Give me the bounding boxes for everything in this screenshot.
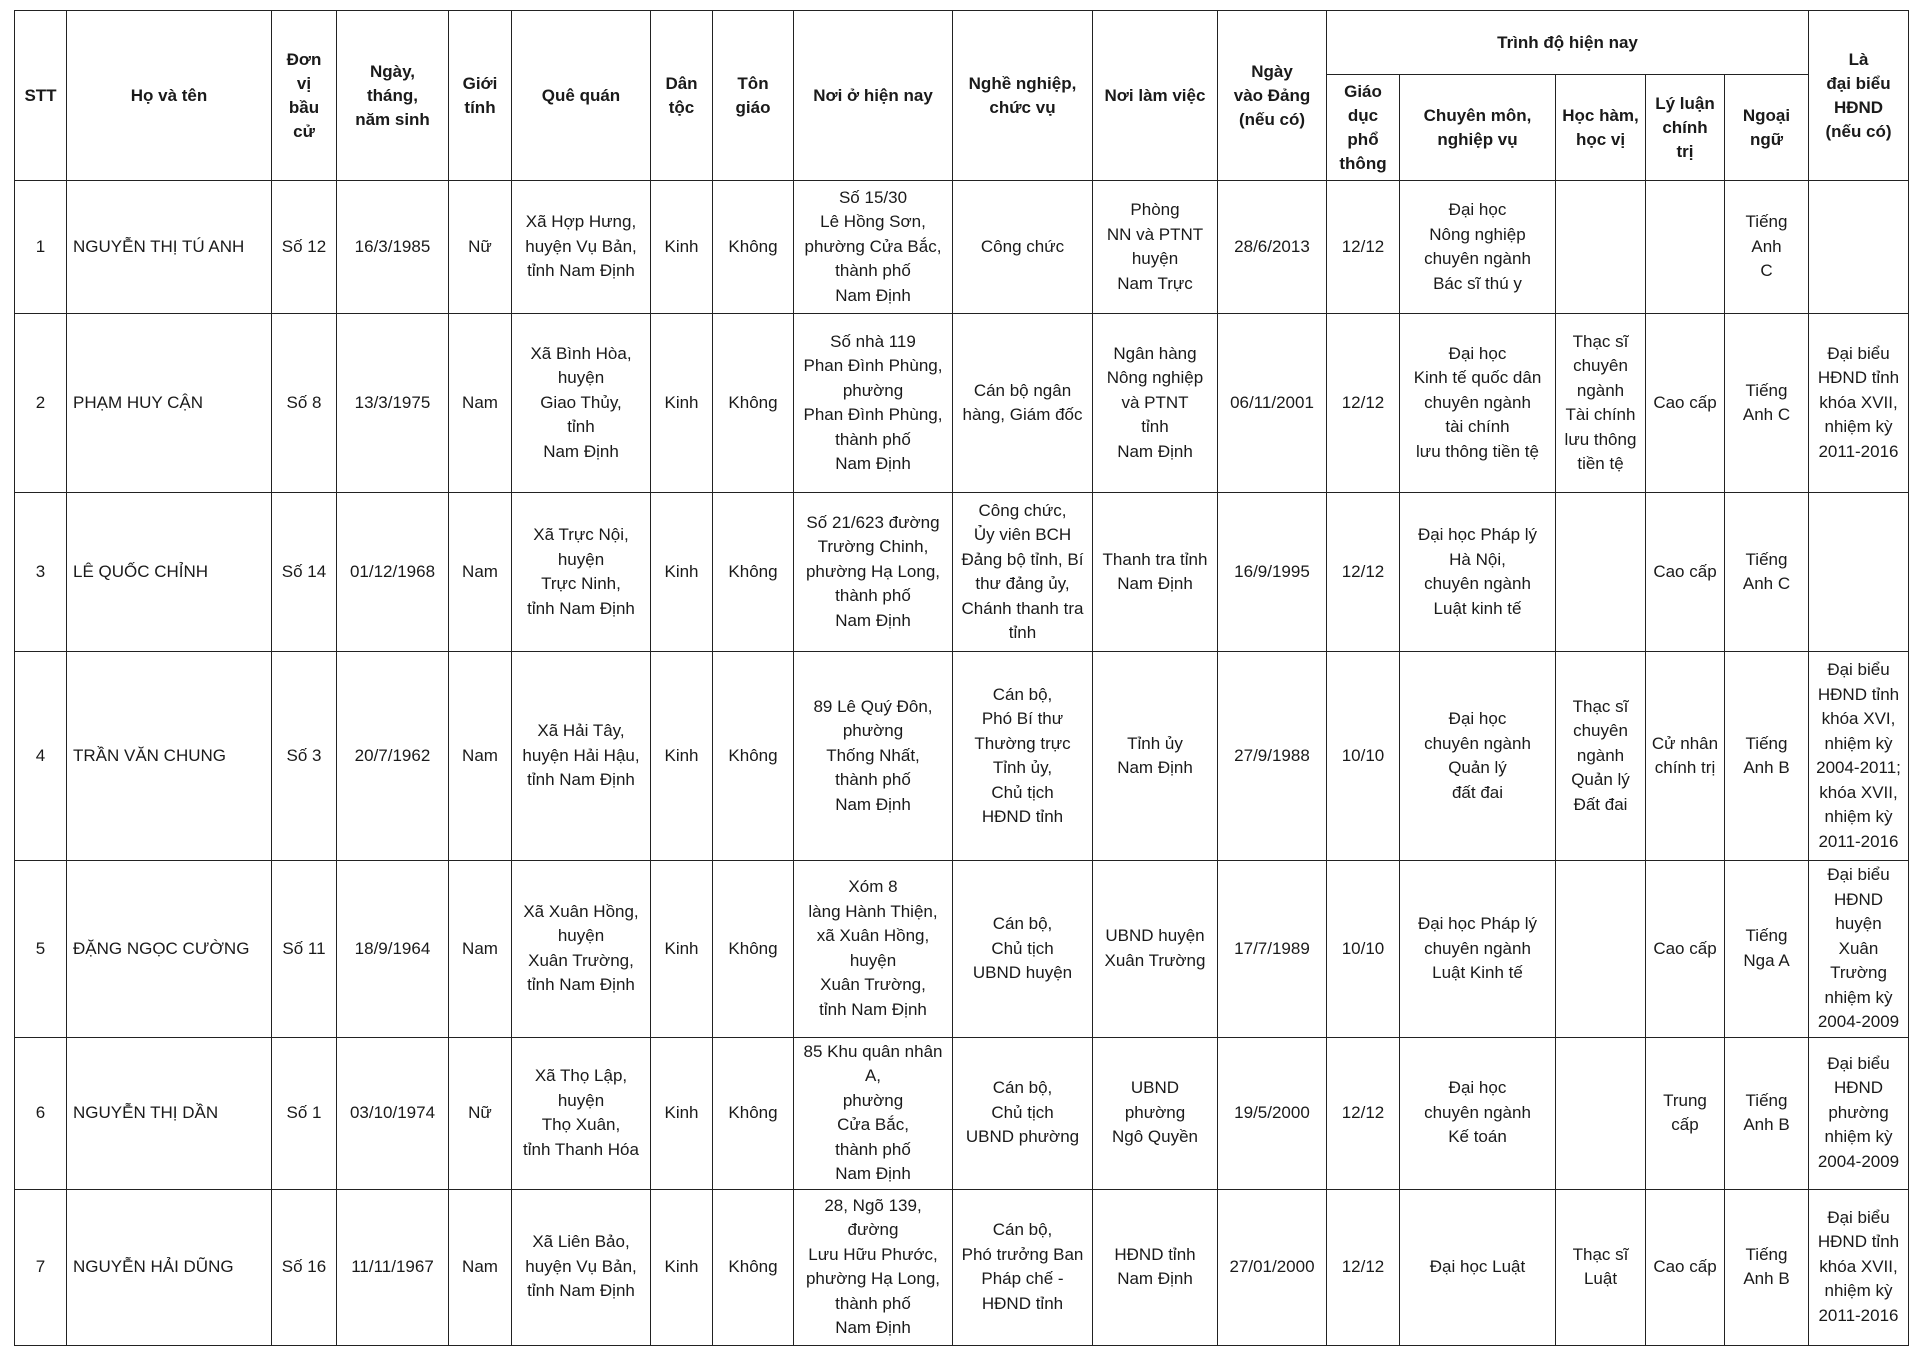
header-stt: STT bbox=[15, 11, 67, 181]
cell-ton-giao: Không bbox=[713, 1189, 794, 1345]
cell-gioi-tinh: Nam bbox=[449, 652, 512, 861]
cell-ngoai-ngu: Tiếng Anh B bbox=[1725, 652, 1809, 861]
table-row bbox=[15, 1037, 1909, 1189]
cell-giao-duc: 12/12 bbox=[1327, 1189, 1400, 1345]
cell-don-vi: Số 14 bbox=[272, 493, 337, 652]
cell-noi-lam-viec: Thanh tra tỉnh Nam Định bbox=[1093, 493, 1218, 652]
cell-que-quan: Xã Liên Bảo, huyện Vụ Bản, tỉnh Nam Định bbox=[512, 1189, 651, 1345]
cell-nghe-nghiep: Công chức, Ủy viên BCH Đảng bộ tỉnh, Bí thư đảng ủy, Chánh thanh tra tỉnh bbox=[953, 493, 1093, 652]
cell-ngoai-ngu: Tiếng Anh C bbox=[1725, 314, 1809, 493]
cell-noi-lam-viec: HĐND tỉnh Nam Định bbox=[1093, 1189, 1218, 1345]
cell-ngay-sinh: 03/10/1974 bbox=[337, 1037, 449, 1189]
cell-ton-giao: Không bbox=[713, 181, 794, 314]
cell-dai-bieu bbox=[1809, 181, 1909, 314]
header-ly-luan: Lý luận chính trị bbox=[1646, 75, 1725, 181]
header-noi-o: Nơi ở hiện nay bbox=[794, 11, 953, 181]
header-ton-giao: Tôn giáo bbox=[713, 11, 794, 181]
cell-ton-giao: Không bbox=[713, 314, 794, 493]
cell-ngay-vao-dang: 16/9/1995 bbox=[1218, 493, 1327, 652]
cell-ly-luan: Cao cấp bbox=[1646, 1189, 1725, 1345]
cell-noi-lam-viec: Tỉnh ủy Nam Định bbox=[1093, 652, 1218, 861]
cell-que-quan: Xã Xuân Hồng, huyện Xuân Trường, tỉnh Nam Định bbox=[512, 861, 651, 1038]
cell-noi-lam-viec: Ngân hàng Nông nghiệp và PTNT tỉnh Nam Định bbox=[1093, 314, 1218, 493]
cell-gioi-tinh: Nam bbox=[449, 1189, 512, 1345]
cell-hoc-ham: Thạc sĩ Luật bbox=[1556, 1189, 1646, 1345]
cell-dai-bieu bbox=[1809, 493, 1909, 652]
cell-que-quan: Xã Hợp Hưng, huyện Vụ Bản, tỉnh Nam Định bbox=[512, 181, 651, 314]
cell-dan-toc: Kinh bbox=[651, 1037, 713, 1189]
header-trinh-do: Trình độ hiện nay bbox=[1327, 11, 1809, 75]
cell-stt: 5 bbox=[15, 861, 67, 1038]
header-ngay-vao-dang: Ngày vào Đảng (nếu có) bbox=[1218, 11, 1327, 181]
header-gioi-tinh: Giới tính bbox=[449, 11, 512, 181]
header-giao-duc: Giáo dục phổ thông bbox=[1327, 75, 1400, 181]
cell-gioi-tinh: Nam bbox=[449, 493, 512, 652]
cell-ngay-sinh: 18/9/1964 bbox=[337, 861, 449, 1038]
cell-giao-duc: 12/12 bbox=[1327, 314, 1400, 493]
cell-ho-ten: LÊ QUỐC CHỈNH bbox=[67, 493, 272, 652]
cell-dan-toc: Kinh bbox=[651, 1189, 713, 1345]
cell-nghe-nghiep: Cán bộ, Phó trưởng Ban Pháp chế - HĐND tỉnh bbox=[953, 1189, 1093, 1345]
cell-ngay-sinh: 11/11/1967 bbox=[337, 1189, 449, 1345]
cell-dan-toc: Kinh bbox=[651, 861, 713, 1038]
cell-ho-ten: NGUYỄN THỊ DẦN bbox=[67, 1037, 272, 1189]
cell-giao-duc: 12/12 bbox=[1327, 493, 1400, 652]
cell-chuyen-mon: Đại học chuyên ngành Quản lý đất đai bbox=[1400, 652, 1556, 861]
cell-ly-luan: Cao cấp bbox=[1646, 314, 1725, 493]
cell-ho-ten: PHẠM HUY CẬN bbox=[67, 314, 272, 493]
cell-dan-toc: Kinh bbox=[651, 652, 713, 861]
cell-ho-ten: ĐẶNG NGỌC CƯỜNG bbox=[67, 861, 272, 1038]
cell-dai-bieu: Đại biểu HĐND tỉnh khóa XVII, nhiệm kỳ 2011-2016 bbox=[1809, 1189, 1909, 1345]
cell-chuyen-mon: Đại học Pháp lý Hà Nội, chuyên ngành Luật kinh tế bbox=[1400, 493, 1556, 652]
cell-que-quan: Xã Trực Nội, huyện Trực Ninh, tỉnh Nam Định bbox=[512, 493, 651, 652]
table-row bbox=[15, 181, 1909, 314]
cell-gioi-tinh: Nam bbox=[449, 861, 512, 1038]
header-ngoai-ngu: Ngoại ngữ bbox=[1725, 75, 1809, 181]
cell-chuyen-mon: Đại học Kinh tế quốc dân chuyên ngành tài chính lưu thông tiền tệ bbox=[1400, 314, 1556, 493]
cell-noi-o: Số nhà 119 Phan Đình Phùng, phường Phan Đình Phùng, thành phố Nam Định bbox=[794, 314, 953, 493]
cell-chuyen-mon: Đại học Pháp lý chuyên ngành Luật Kinh tế bbox=[1400, 861, 1556, 1038]
cell-don-vi: Số 3 bbox=[272, 652, 337, 861]
cell-ngoai-ngu: Tiếng Anh C bbox=[1725, 493, 1809, 652]
cell-ngay-vao-dang: 06/11/2001 bbox=[1218, 314, 1327, 493]
cell-gioi-tinh: Nam bbox=[449, 314, 512, 493]
header-dai-bieu: Là đại biểu HĐND (nếu có) bbox=[1809, 11, 1909, 181]
cell-noi-lam-viec: UBND huyện Xuân Trường bbox=[1093, 861, 1218, 1038]
cell-ngay-vao-dang: 28/6/2013 bbox=[1218, 181, 1327, 314]
header-nghe-nghiep: Nghề nghiệp, chức vụ bbox=[953, 11, 1093, 181]
cell-noi-o: Xóm 8 làng Hành Thiện, xã Xuân Hồng, huyện Xuân Trường, tỉnh Nam Định bbox=[794, 861, 953, 1038]
cell-giao-duc: 10/10 bbox=[1327, 652, 1400, 861]
cell-stt: 4 bbox=[15, 652, 67, 861]
table-row bbox=[15, 493, 1909, 652]
cell-nghe-nghiep: Cán bộ, Phó Bí thư Thường trực Tỉnh ủy, Chủ tịch HĐND tỉnh bbox=[953, 652, 1093, 861]
cell-ton-giao: Không bbox=[713, 861, 794, 1038]
cell-don-vi: Số 8 bbox=[272, 314, 337, 493]
cell-noi-o: 89 Lê Quý Đôn, phường Thống Nhất, thành phố Nam Định bbox=[794, 652, 953, 861]
cell-que-quan: Xã Hải Tây, huyện Hải Hậu, tỉnh Nam Định bbox=[512, 652, 651, 861]
cell-dai-bieu: Đại biểu HĐND phường nhiệm kỳ 2004-2009 bbox=[1809, 1037, 1909, 1189]
cell-nghe-nghiep: Công chức bbox=[953, 181, 1093, 314]
cell-don-vi: Số 11 bbox=[272, 861, 337, 1038]
cell-giao-duc: 12/12 bbox=[1327, 181, 1400, 314]
cell-hoc-ham bbox=[1556, 493, 1646, 652]
cell-stt: 3 bbox=[15, 493, 67, 652]
cell-noi-o: Số 15/30 Lê Hồng Sơn, phường Cửa Bắc, thành phố Nam Định bbox=[794, 181, 953, 314]
cell-ngoai-ngu: Tiếng Anh B bbox=[1725, 1189, 1809, 1345]
header-ho-ten: Họ và tên bbox=[67, 11, 272, 181]
table-row bbox=[15, 1189, 1909, 1345]
cell-stt: 6 bbox=[15, 1037, 67, 1189]
cell-ngay-sinh: 16/3/1985 bbox=[337, 181, 449, 314]
cell-dai-bieu: Đại biểu HĐND tỉnh khóa XVII, nhiệm kỳ 2011-2016 bbox=[1809, 314, 1909, 493]
header-dan-toc: Dân tộc bbox=[651, 11, 713, 181]
cell-ngay-vao-dang: 17/7/1989 bbox=[1218, 861, 1327, 1038]
cell-stt: 2 bbox=[15, 314, 67, 493]
cell-dai-bieu: Đại biểu HĐND tỉnh khóa XVI, nhiệm kỳ 2004-2011; khóa XVII, nhiệm kỳ 2011-2016 bbox=[1809, 652, 1909, 861]
cell-ngay-vao-dang: 27/01/2000 bbox=[1218, 1189, 1327, 1345]
cell-hoc-ham: Thạc sĩ chuyên ngành Tài chính lưu thông tiền tệ bbox=[1556, 314, 1646, 493]
cell-noi-lam-viec: Phòng NN và PTNT huyện Nam Trực bbox=[1093, 181, 1218, 314]
cell-dan-toc: Kinh bbox=[651, 493, 713, 652]
cell-dan-toc: Kinh bbox=[651, 314, 713, 493]
cell-chuyen-mon: Đại học Luật bbox=[1400, 1189, 1556, 1345]
cell-ton-giao: Không bbox=[713, 493, 794, 652]
cell-noi-lam-viec: UBND phường Ngô Quyền bbox=[1093, 1037, 1218, 1189]
header-que-quan: Quê quán bbox=[512, 11, 651, 181]
cell-nghe-nghiep: Cán bộ, Chủ tịch UBND huyện bbox=[953, 861, 1093, 1038]
cell-ly-luan: Trung cấp bbox=[1646, 1037, 1725, 1189]
cell-ngoai-ngu: Tiếng Anh B bbox=[1725, 1037, 1809, 1189]
header-hoc-ham: Học hàm, học vị bbox=[1556, 75, 1646, 181]
cell-chuyen-mon: Đại học Nông nghiệp chuyên ngành Bác sĩ thú y bbox=[1400, 181, 1556, 314]
cell-ho-ten: NGUYỄN HẢI DŨNG bbox=[67, 1189, 272, 1345]
header-noi-lam-viec: Nơi làm việc bbox=[1093, 11, 1218, 181]
cell-que-quan: Xã Bình Hòa, huyện Giao Thủy, tỉnh Nam Định bbox=[512, 314, 651, 493]
header-don-vi: Đơn vị bầu cử bbox=[272, 11, 337, 181]
cell-dan-toc: Kinh bbox=[651, 181, 713, 314]
cell-giao-duc: 12/12 bbox=[1327, 1037, 1400, 1189]
cell-noi-o: 28, Ngõ 139, đường Lưu Hữu Phước, phường Hạ Long, thành phố Nam Định bbox=[794, 1189, 953, 1345]
cell-ngoai-ngu: Tiếng Nga A bbox=[1725, 861, 1809, 1038]
candidate-table bbox=[14, 10, 1909, 1346]
cell-que-quan: Xã Thọ Lập, huyện Thọ Xuân, tỉnh Thanh Hóa bbox=[512, 1037, 651, 1189]
cell-ly-luan: Cao cấp bbox=[1646, 493, 1725, 652]
cell-ton-giao: Không bbox=[713, 652, 794, 861]
cell-noi-o: Số 21/623 đường Trường Chinh, phường Hạ Long, thành phố Nam Định bbox=[794, 493, 953, 652]
cell-hoc-ham: Thạc sĩ chuyên ngành Quản lý Đất đai bbox=[1556, 652, 1646, 861]
header-chuyen-mon: Chuyên môn, nghiệp vụ bbox=[1400, 75, 1556, 181]
cell-ngay-vao-dang: 19/5/2000 bbox=[1218, 1037, 1327, 1189]
cell-hoc-ham bbox=[1556, 1037, 1646, 1189]
cell-don-vi: Số 1 bbox=[272, 1037, 337, 1189]
cell-ngay-sinh: 01/12/1968 bbox=[337, 493, 449, 652]
cell-gioi-tinh: Nữ bbox=[449, 1037, 512, 1189]
cell-ho-ten: TRẦN VĂN CHUNG bbox=[67, 652, 272, 861]
table-row bbox=[15, 861, 1909, 1038]
cell-ly-luan bbox=[1646, 181, 1725, 314]
header-row-top bbox=[15, 11, 1909, 75]
cell-stt: 7 bbox=[15, 1189, 67, 1345]
cell-ton-giao: Không bbox=[713, 1037, 794, 1189]
cell-noi-o: 85 Khu quân nhân A, phường Cửa Bắc, thành phố Nam Định bbox=[794, 1037, 953, 1189]
cell-don-vi: Số 12 bbox=[272, 181, 337, 314]
header-ngay-sinh: Ngày, tháng, năm sinh bbox=[337, 11, 449, 181]
cell-ngay-vao-dang: 27/9/1988 bbox=[1218, 652, 1327, 861]
cell-stt: 1 bbox=[15, 181, 67, 314]
table-row bbox=[15, 652, 1909, 861]
cell-hoc-ham bbox=[1556, 181, 1646, 314]
table-row bbox=[15, 314, 1909, 493]
cell-ngay-sinh: 20/7/1962 bbox=[337, 652, 449, 861]
cell-nghe-nghiep: Cán bộ, Chủ tịch UBND phường bbox=[953, 1037, 1093, 1189]
cell-ngoai-ngu: Tiếng Anh C bbox=[1725, 181, 1809, 314]
cell-gioi-tinh: Nữ bbox=[449, 181, 512, 314]
cell-dai-bieu: Đại biểu HĐND huyện Xuân Trường nhiệm kỳ 2004-2009 bbox=[1809, 861, 1909, 1038]
cell-chuyen-mon: Đại học chuyên ngành Kế toán bbox=[1400, 1037, 1556, 1189]
cell-ly-luan: Cao cấp bbox=[1646, 861, 1725, 1038]
cell-giao-duc: 10/10 bbox=[1327, 861, 1400, 1038]
cell-hoc-ham bbox=[1556, 861, 1646, 1038]
cell-ngay-sinh: 13/3/1975 bbox=[337, 314, 449, 493]
cell-ho-ten: NGUYỄN THỊ TÚ ANH bbox=[67, 181, 272, 314]
cell-ly-luan: Cử nhân chính trị bbox=[1646, 652, 1725, 861]
cell-don-vi: Số 16 bbox=[272, 1189, 337, 1345]
cell-nghe-nghiep: Cán bộ ngân hàng, Giám đốc bbox=[953, 314, 1093, 493]
